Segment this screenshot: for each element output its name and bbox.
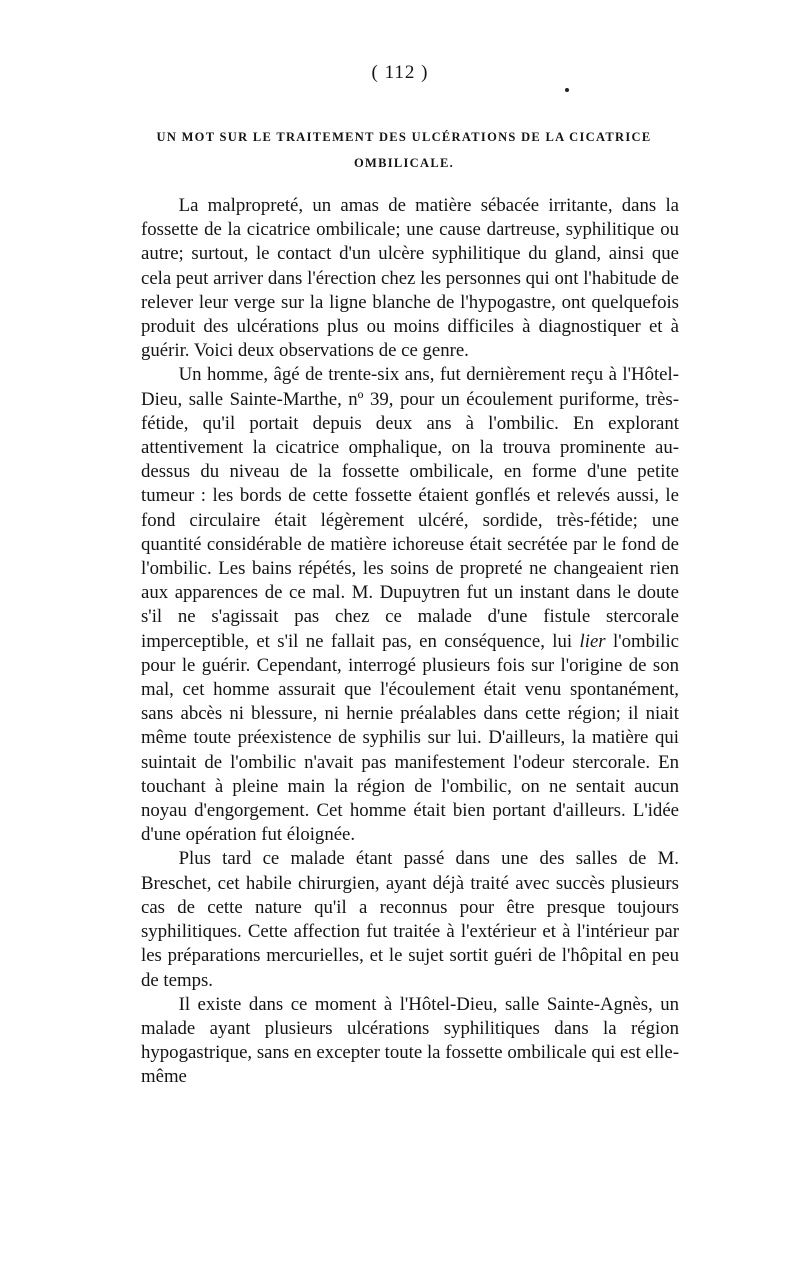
paragraph-3: Plus tard ce malade étant passé dans une des salles de M. Breschet, cet habile chirurgien, ayant déjà traité avec succès plusieurs cas de cette nature qu'il a reconnus pour être presque toujours syphilitiques. Cette affection fut traitée à l'extérieur et à l'intérieur par les préparations mercurielles, et le sujet sortit guéri de l'hôpital en peu de temps. — [141, 848, 679, 991]
page-number: ( 112 ) — [371, 62, 429, 83]
section-title: UN MOT SUR LE TRAITEMENT DES ULCÉRATIONS DE LA CICATRICE OMBILICALE. — [156, 130, 652, 170]
paragraph-2-part-2: l'ombilic pour le guérir. Cependant, interrogé plusieurs fois sur l'origine de son mal, cet homme assurait que l'écoulement était venu spontanément, sans abcès ni blessure, ni hernie préalables dans cette région; il niait même toute préexistence de syphilis sur lui. D'ailleurs, la matière qui suintait de l'ombilic n'avait pas manifestement l'odeur stercorale. En touchant à pleine main la région de l'ombilic, on ne sentait aucun noyau d'engorgement. Cet homme était bien portant d'ailleurs. L'idée d'une opération fut éloignée. — [141, 630, 679, 846]
emphasized-word: lier — [579, 630, 606, 652]
body-text — [141, 194, 679, 1090]
paragraph-2 — [141, 363, 679, 847]
paragraph-2-part-1: Un homme, âgé de trente-six ans, fut dernièrement reçu à l'Hôtel-Dieu, salle Sainte-Marthe, nº 39, pour un écoulement puriforme, très-fétide, qu'il portait depuis deux ans à l'ombilic. En explorant attentivement la cicatrice omphalique, on la trouva prominente au-dessus du niveau de la fossette ombilicale, en forme d'une petite tumeur : les bords de cette fossette étaient gonflés et relevés aussi, le fond circulaire était légèrement ulcéré, sordide, très-fétide; une quantité considérable de matière ichoreuse était secrétée par le fond de l'ombilic. Les bains répétés, les soins de propreté ne changeaient rien aux apparences de ce mal. M. Dupuytren fut un instant dans le doute s'il ne s'agissait pas chez ce malade d'une fistule stercorale imperceptible, et s'il ne fallait pas, en conséquence, lui — [141, 364, 679, 652]
paragraph-1: La malpropreté, un amas de matière sébacée irritante, dans la fossette de la cicatrice ombilicale; une cause dartreuse, syphilitique ou autre; surtout, le contact d'un ulcère syphilitique du gland, ainsi que cela peut arriver dans l'érection chez les personnes qui ont l'habitude de relever leur verge sur la ligne blanche de l'hypogastre, ont quelquefois produit des ulcérations plus ou moins difficiles à diagnostiquer et à guérir. Voici deux observations de ce genre. — [141, 195, 679, 362]
paragraph-4: Il existe dans ce moment à l'Hôtel-Dieu, salle Sainte-Agnès, un malade ayant plusieurs ulcérations syphilitiques dans la région hypogastrique, sans en excepter toute la fossette ombilicale qui est elle-même — [141, 993, 679, 1088]
ink-dot — [565, 88, 569, 92]
